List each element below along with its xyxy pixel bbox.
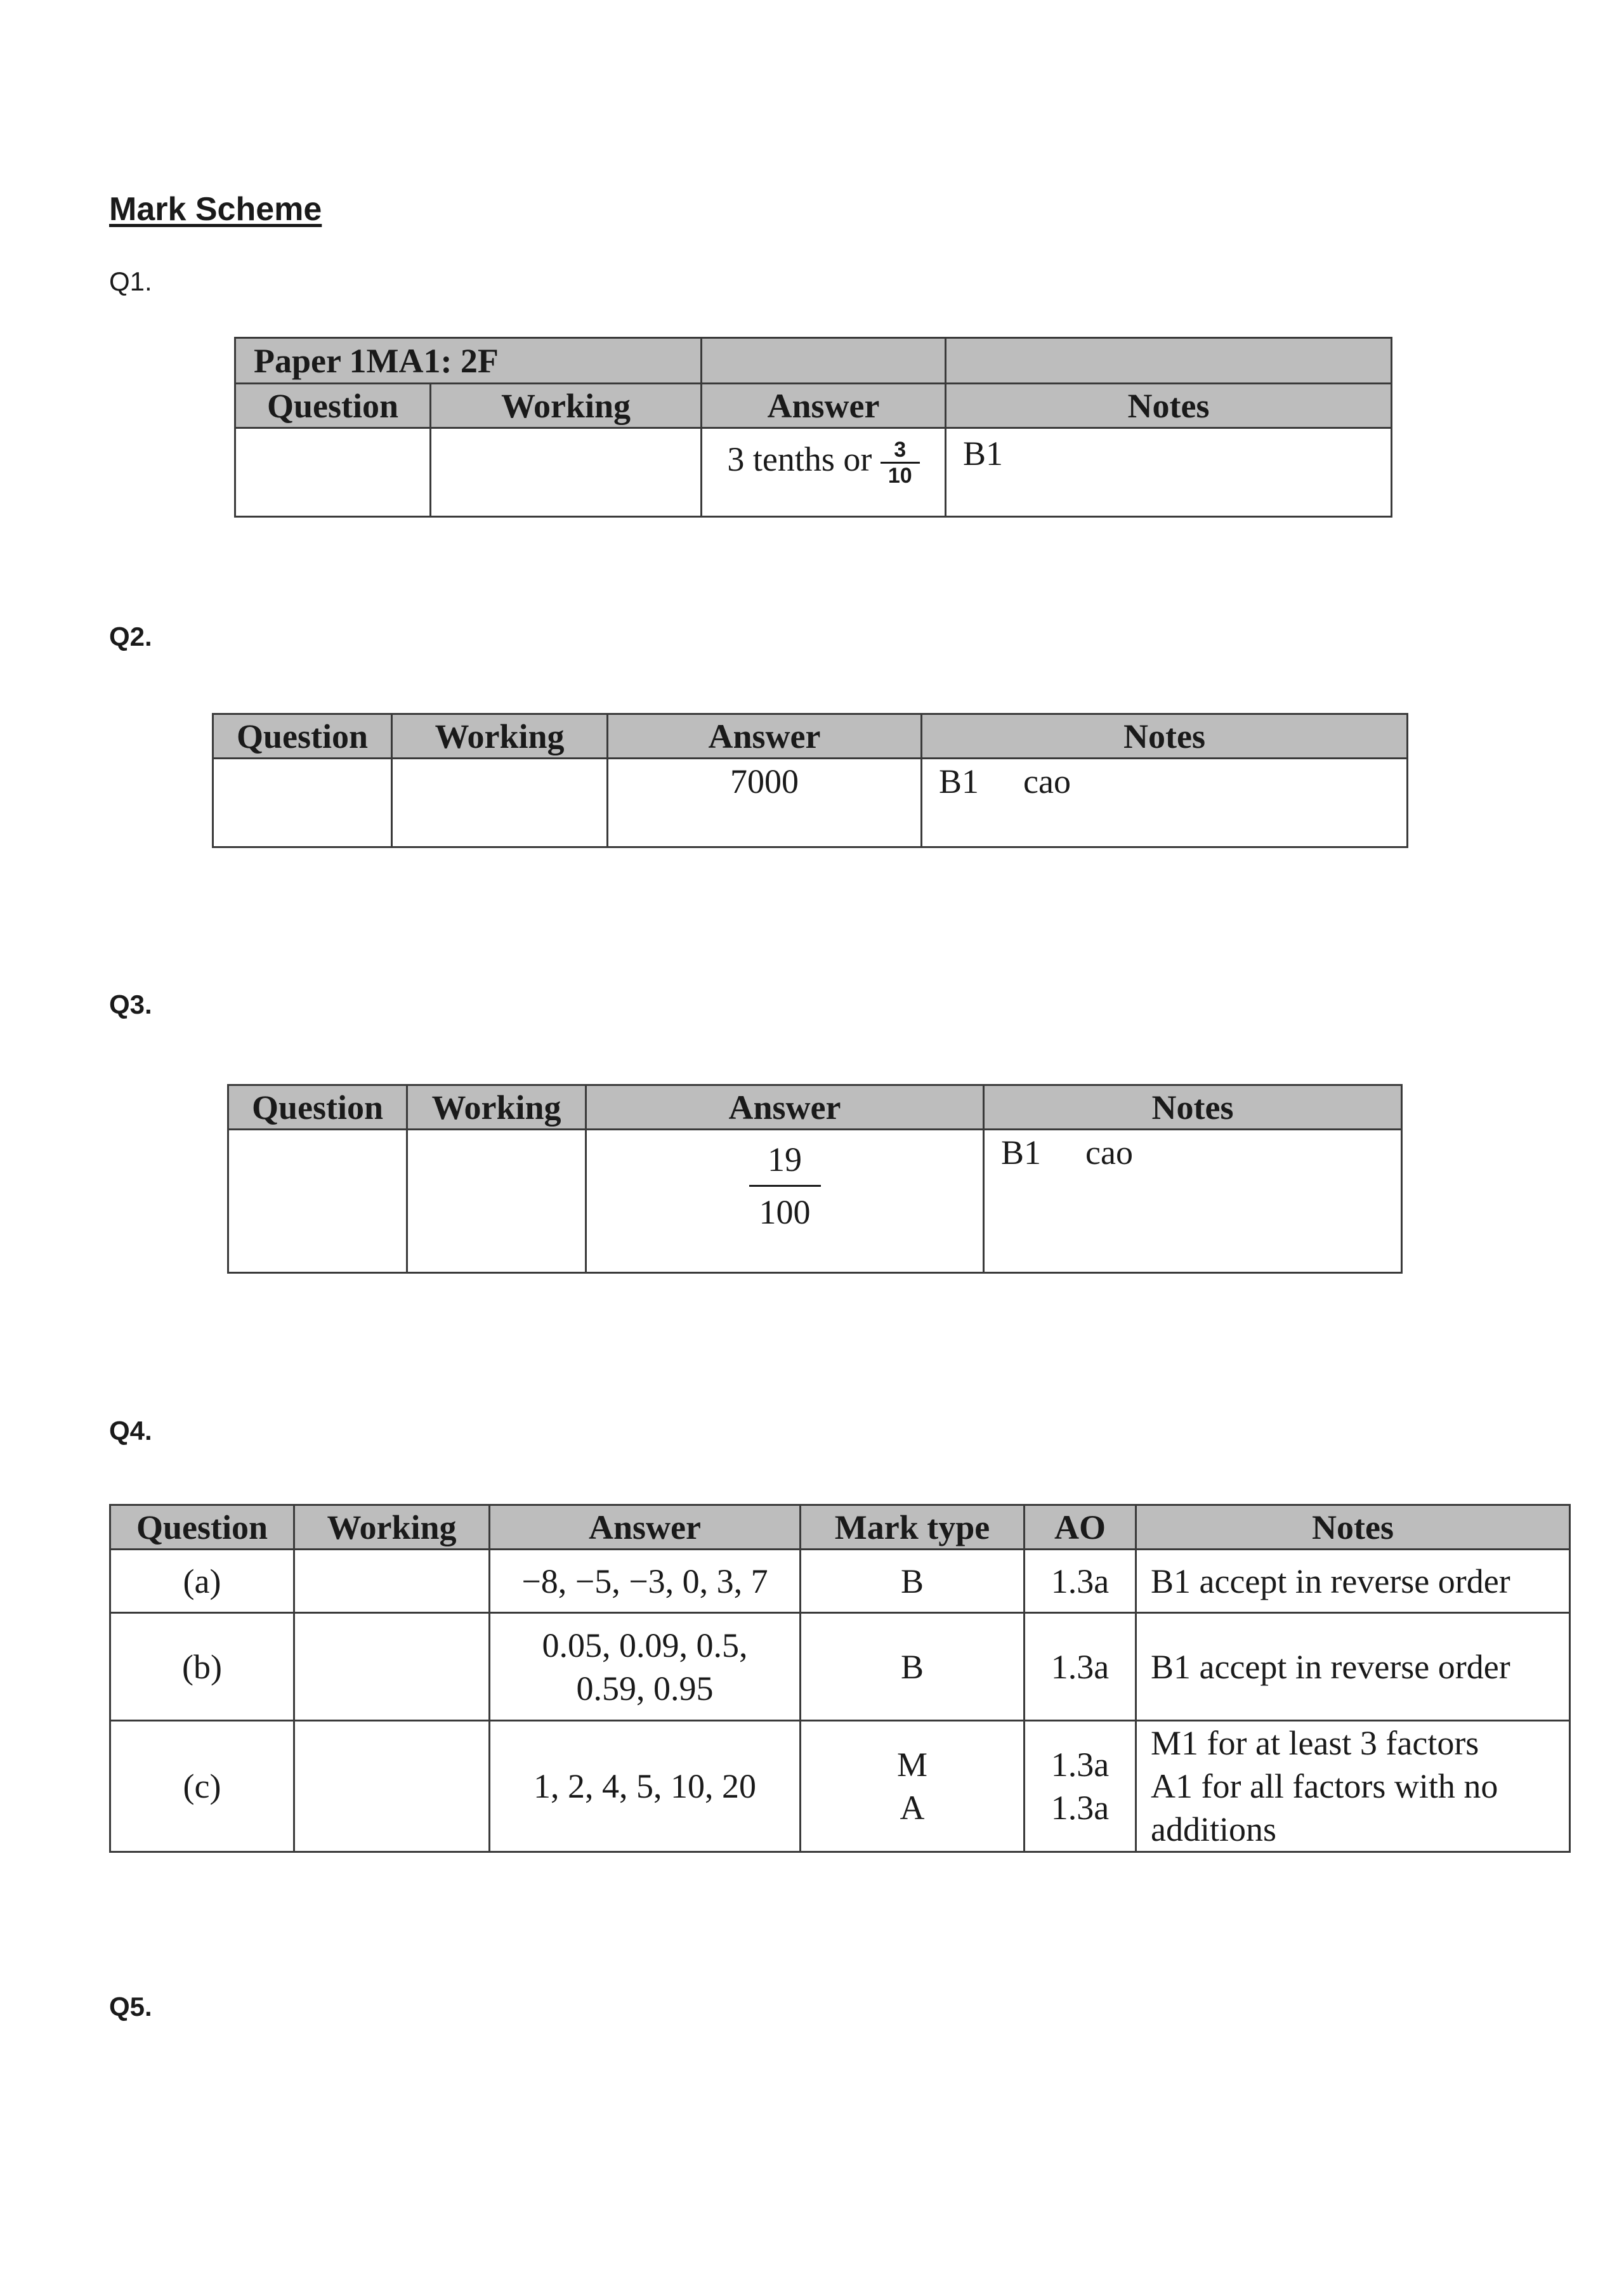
note-text: cao <box>1023 762 1071 800</box>
cell-ao-line: 1.3a <box>1051 1746 1110 1784</box>
page-title: Mark Scheme <box>109 191 322 228</box>
cell-answer-line: 0.05, 0.09, 0.5, <box>542 1626 748 1664</box>
header-blank <box>702 338 946 384</box>
cell-answer <box>490 1721 801 1852</box>
cell-answer: 7000 <box>608 759 922 847</box>
header-working: Working <box>431 384 702 428</box>
fraction-denominator: 100 <box>759 1193 811 1231</box>
table-row <box>110 1550 1570 1613</box>
question-label-q1: Q1. <box>109 266 152 296</box>
fraction-numerator: 19 <box>768 1140 802 1179</box>
paper-code-cell: Paper 1MA1: 2F <box>235 338 702 384</box>
cell-working <box>294 1550 490 1613</box>
fraction-denominator: 10 <box>887 464 912 488</box>
cell-answer-line: 1, 2, 4, 5, 10, 20 <box>534 1767 756 1805</box>
mark-table-q2 <box>212 713 1408 848</box>
cell-mark-type <box>801 1721 1025 1852</box>
header-answer: Answer <box>490 1505 801 1550</box>
header-notes: Notes <box>1136 1505 1570 1550</box>
cell-answer <box>490 1613 801 1721</box>
header-answer: Answer <box>608 714 922 759</box>
cell-notes-line: A1 for all factors with no <box>1151 1767 1498 1805</box>
header-ao: AO <box>1025 1505 1136 1550</box>
answer-fraction <box>749 1134 821 1238</box>
header-answer: Answer <box>702 384 946 428</box>
cell-ao <box>1025 1550 1136 1613</box>
header-question: Question <box>228 1085 407 1130</box>
cell-notes <box>1136 1721 1570 1852</box>
header-question: Question <box>213 714 392 759</box>
cell-mark-type-line: M <box>896 1746 927 1784</box>
cell-question <box>213 759 392 847</box>
header-working: Working <box>294 1505 490 1550</box>
cell-ao-line: 1.3a <box>1051 1789 1110 1827</box>
cell-mark-type <box>801 1613 1025 1721</box>
cell-mark-type-line: B <box>900 1647 924 1686</box>
cell-notes <box>1136 1550 1570 1613</box>
header-notes: Notes <box>984 1085 1402 1130</box>
cell-ao <box>1025 1721 1136 1852</box>
note-text: cao <box>1085 1133 1133 1172</box>
cell-notes-line: additions <box>1151 1810 1276 1848</box>
header-question: Question <box>235 384 431 428</box>
cell-notes-line: B1 accept in reverse order <box>1151 1647 1510 1686</box>
cell-answer-line: −8, −5, −3, 0, 3, 7 <box>521 1562 768 1600</box>
cell-part: (c) <box>110 1721 294 1852</box>
cell-question <box>228 1130 407 1273</box>
mark-code: B1 <box>939 762 979 800</box>
table-row <box>110 1721 1570 1852</box>
header-notes: Notes <box>946 384 1392 428</box>
mark-table-q1 <box>234 337 1392 518</box>
cell-notes-line: M1 for at least 3 factors <box>1151 1724 1479 1762</box>
cell-answer-line: 0.59, 0.95 <box>576 1669 714 1708</box>
cell-notes-line: B1 accept in reverse order <box>1151 1562 1510 1600</box>
cell-notes <box>922 759 1408 847</box>
cell-notes: B1 <box>946 428 1392 517</box>
header-blank <box>946 338 1392 384</box>
question-label-q2: Q2. <box>109 622 152 651</box>
cell-notes <box>1136 1613 1570 1721</box>
cell-mark-type <box>801 1550 1025 1613</box>
cell-working <box>431 428 702 517</box>
question-label-q5: Q5. <box>109 1992 152 2022</box>
cell-answer <box>586 1130 984 1273</box>
cell-mark-type-line: A <box>900 1789 925 1827</box>
cell-ao-line: 1.3a <box>1051 1562 1110 1600</box>
question-label-q3: Q3. <box>109 990 152 1019</box>
answer-text: 3 tenths or <box>727 440 872 478</box>
cell-working <box>407 1130 586 1273</box>
mark-table-q3 <box>227 1084 1403 1274</box>
header-working: Working <box>407 1085 586 1130</box>
header-mark-type: Mark type <box>801 1505 1025 1550</box>
cell-ao-line: 1.3a <box>1051 1647 1110 1686</box>
cell-part: (a) <box>110 1550 294 1613</box>
cell-answer <box>702 428 946 517</box>
cell-working <box>392 759 608 847</box>
header-question: Question <box>110 1505 294 1550</box>
header-answer: Answer <box>586 1085 984 1130</box>
cell-answer <box>490 1550 801 1613</box>
cell-mark-type-line: B <box>900 1562 924 1600</box>
table-row <box>110 1613 1570 1721</box>
cell-working <box>294 1613 490 1721</box>
cell-working <box>294 1721 490 1852</box>
cell-question <box>235 428 431 517</box>
mark-table-q4 <box>109 1504 1571 1853</box>
cell-ao <box>1025 1613 1136 1721</box>
answer-fraction <box>881 438 920 488</box>
header-working: Working <box>392 714 608 759</box>
cell-notes <box>984 1130 1402 1273</box>
question-label-q4: Q4. <box>109 1416 152 1446</box>
cell-part: (b) <box>110 1613 294 1721</box>
mark-code: B1 <box>1001 1133 1042 1172</box>
header-notes: Notes <box>922 714 1408 759</box>
fraction-numerator: 3 <box>894 438 907 462</box>
